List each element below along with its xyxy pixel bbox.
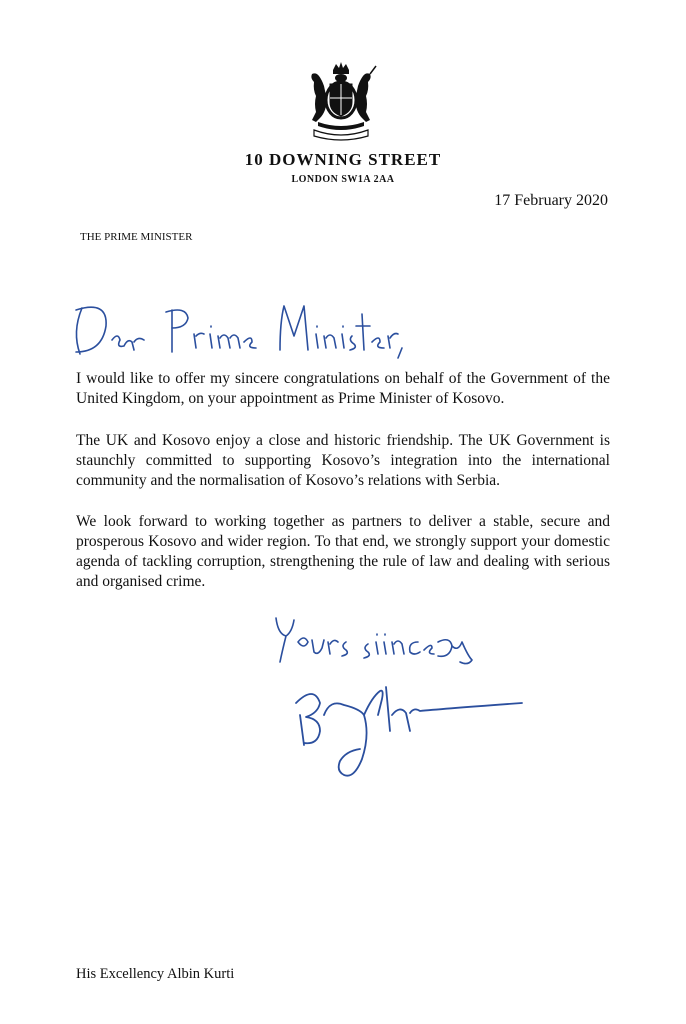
signature bbox=[290, 675, 530, 790]
sender-title: THE PRIME MINISTER bbox=[80, 231, 193, 243]
letter-date: 17 February 2020 bbox=[494, 192, 608, 209]
letterhead-address-line1: 10 DOWNING STREET bbox=[244, 150, 442, 169]
letter-paragraph-1: I would like to offer my sincere congratulations on behalf of the Government of the United Kingdom, on your appointment as Prime Minister of Kosovo. bbox=[76, 370, 610, 407]
recipient-line: His Excellency Albin Kurti bbox=[76, 966, 235, 982]
letter-paragraph-3: We look forward to working together as partners to deliver a stable, secure and prosperous Kosovo and wider region. To that end, we strongly support your domestic agenda of tackling corruption, strengthening the rule of law and dealing with serious and organised crime. bbox=[76, 513, 610, 590]
handwritten-salutation bbox=[68, 292, 408, 362]
letterhead-address-line2: LONDON SW1A 2AA bbox=[291, 174, 395, 185]
letter-paragraph-2: The UK and Kosovo enjoy a close and historic friendship. The UK Government is staunchly committed to supporting Kosovo’s integration into the international community and the normalisation of Kosovo’s relations with Serbia. bbox=[76, 432, 610, 489]
royal-crest-icon bbox=[300, 60, 382, 142]
handwritten-closing bbox=[272, 612, 492, 668]
